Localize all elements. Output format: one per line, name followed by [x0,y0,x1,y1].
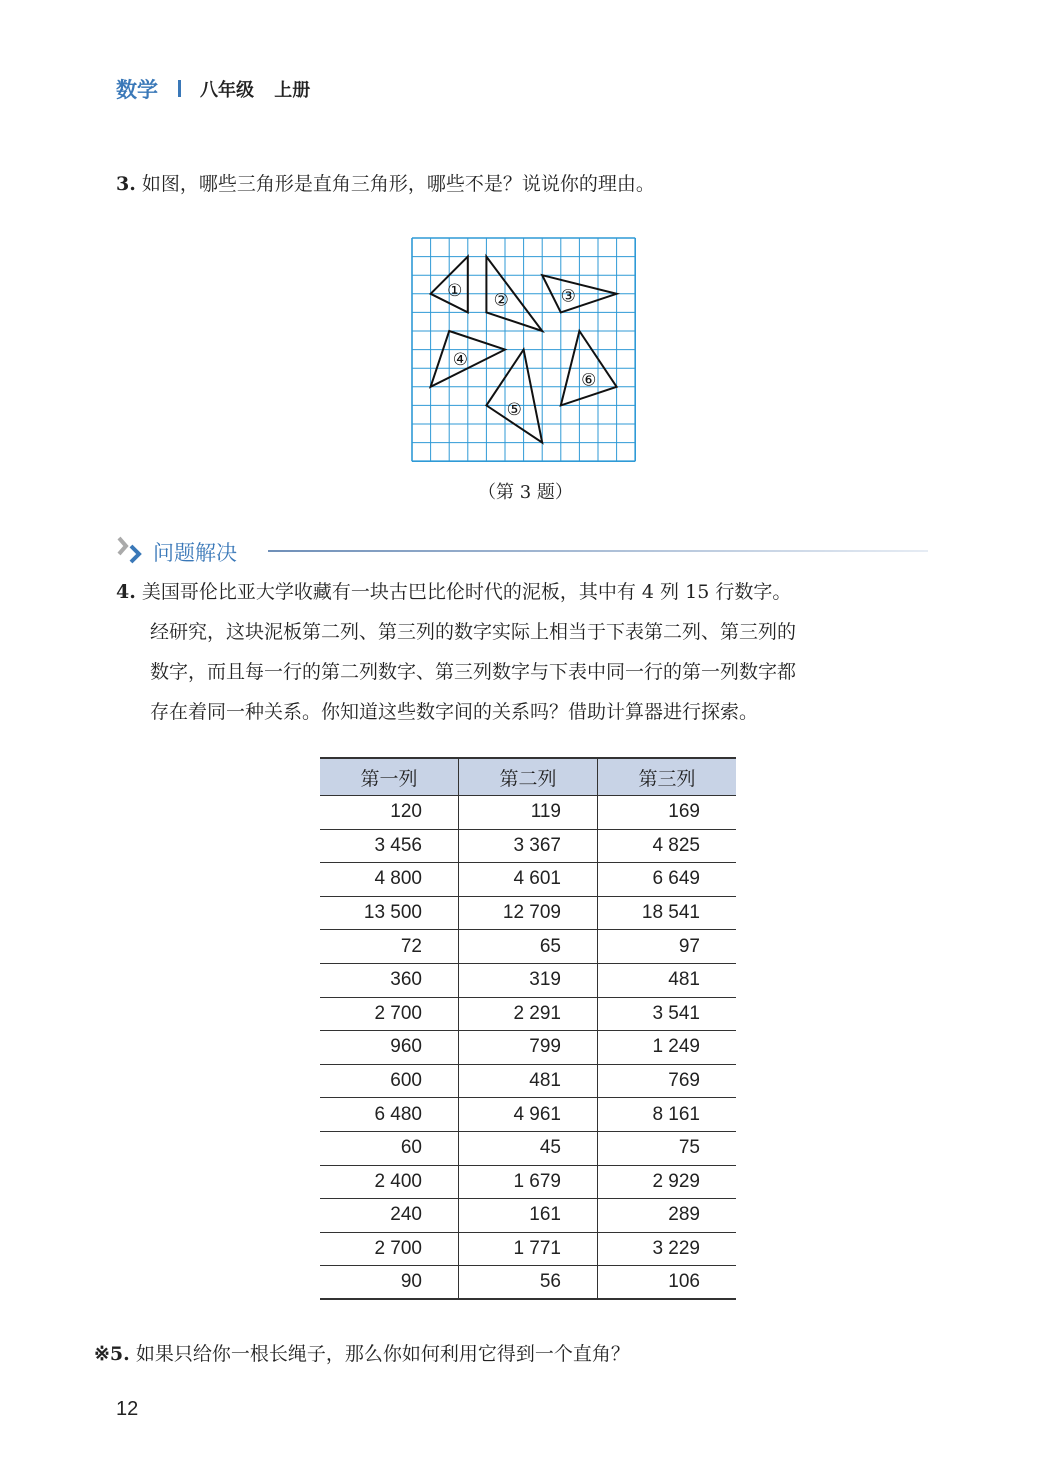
table-cell: 4 800 [320,863,459,897]
question-line: 经研究，这块泥板第二列、第三列的数字实际上相当于下表第二列、第三列的 [150,621,797,643]
header-subject: 数学 [116,78,158,102]
table-cell: 120 [320,796,459,830]
question-4 [116,572,796,732]
table-cell: 72 [320,930,459,964]
table-cell: 2 400 [320,1165,459,1199]
table-row [320,1266,736,1300]
table-cell: 6 480 [320,1098,459,1132]
table-cell: 75 [598,1131,737,1165]
table-cell: 45 [459,1131,598,1165]
table-cell: 56 [459,1266,598,1300]
question-number: ※5. [94,1343,130,1365]
column-header: 第二列 [459,758,598,796]
table-cell: 1 249 [598,1031,737,1065]
question-5 [94,1334,630,1374]
table-cell: 4 825 [598,829,737,863]
table-row [320,997,736,1031]
question-number: 4. [116,581,136,603]
triangle-label: ② [493,290,509,311]
triangle-label: ③ [560,286,576,307]
table-cell: 1 679 [459,1165,598,1199]
table-row [320,1165,736,1199]
table-cell: 106 [598,1266,737,1300]
table-cell: 161 [459,1199,598,1233]
figure-caption: （第 3 题） [478,482,573,503]
question-text: 如果只给你一根长绳子，那么你如何利用它得到一个直角？ [135,1343,630,1365]
table-row [320,1098,736,1132]
table-row [320,963,736,997]
table-row [320,796,736,830]
question-text: 如图，哪些三角形是直角三角形，哪些不是？说说你的理由。 [141,173,655,195]
table-cell: 3 456 [320,829,459,863]
question-line: 数字，而且每一行的第二列数字、第三列数字与下表中同一行的第一列数字都 [150,661,797,683]
table-cell: 90 [320,1266,459,1300]
table-cell: 65 [459,930,598,964]
table-cell: 3 367 [459,829,598,863]
triangle-label: ④ [452,349,468,370]
triangle-5 [486,350,542,443]
table-cell: 60 [320,1131,459,1165]
triangle-label: ① [447,281,463,302]
table-cell: 119 [459,796,598,830]
table-cell: 3 229 [598,1232,737,1266]
table-cell: 799 [459,1031,598,1065]
table-cell: 2 291 [459,997,598,1031]
table-cell: 319 [459,963,598,997]
section-rule [268,550,928,552]
table-cell: 2 700 [320,1232,459,1266]
header-divider [178,80,181,97]
table-row [320,1232,736,1266]
table-cell: 960 [320,1031,459,1065]
table-cell: 240 [320,1199,459,1233]
question-line: 美国哥伦比亚大学收藏有一块古巴比伦时代的泥板，其中有 4 列 15 行数字。 [141,581,792,603]
column-header: 第一列 [320,758,459,796]
table-cell: 3 541 [598,997,737,1031]
table-cell: 769 [598,1064,737,1098]
table-cell: 4 961 [459,1098,598,1132]
table-cell: 169 [598,796,737,830]
table-row [320,1199,736,1233]
table-cell: 1 771 [459,1232,598,1266]
table-row [320,863,736,897]
table-cell: 289 [598,1199,737,1233]
triangle-label: ⑥ [581,370,597,391]
table-cell: 13 500 [320,896,459,930]
question-line: 存在着同一种关系。你知道这些数字间的关系吗？借助计算器进行探索。 [150,701,759,723]
table-row [320,1131,736,1165]
table-cell: 6 649 [598,863,737,897]
table-cell: 18 541 [598,896,737,930]
table-row [320,930,736,964]
triangle-label: ⑤ [506,400,522,421]
table-cell: 2 929 [598,1165,737,1199]
table-cell: 12 709 [459,896,598,930]
table-cell: 481 [598,963,737,997]
table-row [320,829,736,863]
header-book: 八年级 上册 [200,80,311,101]
column-header: 第三列 [598,758,737,796]
question-number: 3. [116,173,136,195]
table-cell: 97 [598,930,737,964]
question-3 [116,164,655,204]
section-title: 问题解决 [153,541,237,565]
table-cell: 4 601 [459,863,598,897]
table-cell: 360 [320,963,459,997]
table-row [320,1031,736,1065]
triangle-grid-figure [410,236,638,466]
table-cell: 600 [320,1064,459,1098]
table-row [320,896,736,930]
table-cell: 8 161 [598,1098,737,1132]
table-cell: 2 700 [320,997,459,1031]
page-number: 12 [116,1398,139,1420]
table-cell: 481 [459,1064,598,1098]
chevron-right-icon [115,536,149,568]
table-row [320,1064,736,1098]
number-table [320,757,736,1300]
section-header [115,536,237,568]
